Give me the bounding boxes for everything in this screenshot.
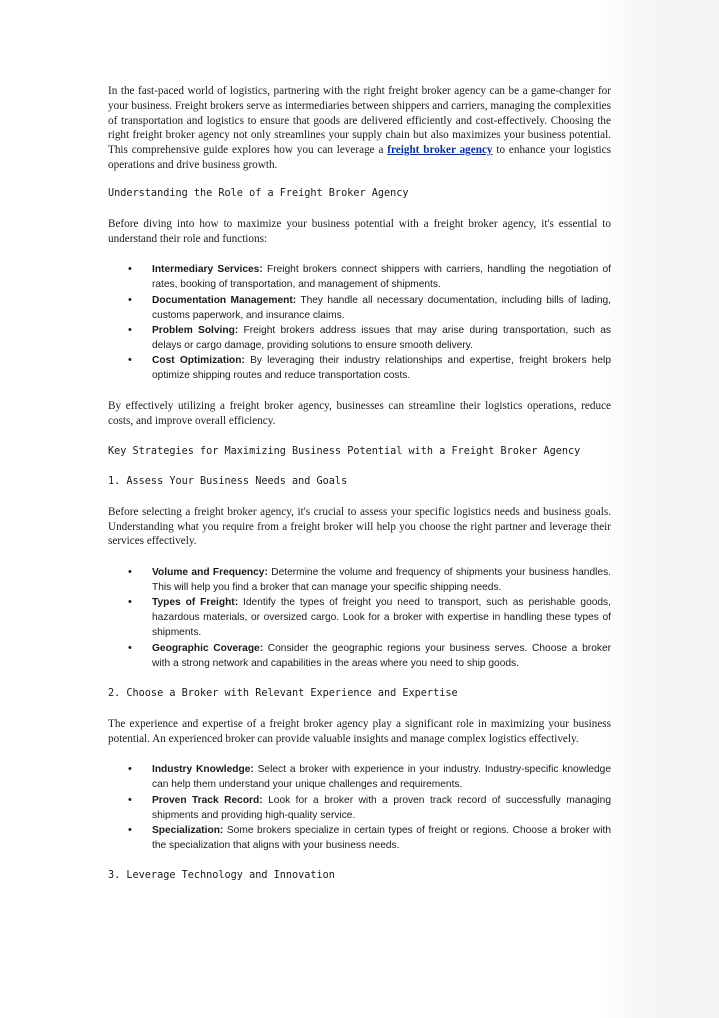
bullet-title: Cost Optimization:	[152, 354, 245, 366]
bullet-title: Problem Solving:	[152, 324, 239, 336]
role-closing-paragraph: By effectively utilizing a freight broker agency, businesses can streamline their logistics operations, reduce costs, and improve overall efficiency.	[108, 400, 611, 427]
bullet-icon: •	[128, 566, 132, 579]
bullet-text: Consider the geographic regions your business serves. Choose a broker with a strong network and capabilities in the areas where you need to ship goods.	[152, 642, 612, 669]
list-item	[128, 323, 611, 353]
experience-bullet-list	[108, 762, 611, 853]
list-item	[128, 293, 612, 323]
bullet-text: Freight brokers connect shippers with carriers, handling the negotiation of rates, booking of transportation, and management of shipments.	[152, 264, 611, 291]
list-item	[128, 641, 612, 671]
bullet-text: Freight brokers address issues that may arise during transportation, such as delays or cargo damage, providing solutions to ensure smooth delivery.	[152, 324, 611, 351]
bullet-icon: •	[128, 763, 132, 776]
role-paragraph: Before diving into how to maximize your business potential with a freight broker agency, it's essential to understand their role and functions:	[108, 217, 611, 245]
bullet-icon: •	[128, 293, 132, 306]
section-heading-experience: 2. Choose a Broker with Relevant Experience and Expertise	[108, 687, 458, 699]
bullet-title: Intermediary Services:	[152, 264, 263, 276]
role-bullet-list	[108, 262, 611, 383]
bullet-icon: •	[128, 793, 132, 806]
bullet-text: Some brokers specialize in certain types of freight or regions. Choose a broker with the specialization that aligns with your business needs.	[152, 824, 611, 851]
bullet-icon: •	[128, 323, 132, 336]
bullet-title: Geographic Coverage:	[152, 642, 264, 654]
bullet-title: Specialization:	[152, 824, 224, 836]
section-heading-strategies: Key Strategies for Maximizing Business Potential with a Freight Broker Agency	[108, 445, 581, 457]
section-heading-technology: 3. Leverage Technology and Innovation	[108, 869, 335, 881]
bullet-icon: •	[128, 823, 132, 836]
bullet-title: Documentation Management:	[152, 294, 297, 306]
bullet-text: Select a broker with experience in your industry. Industry-specific knowledge can help them understand your unique challenges and requirements.	[152, 764, 611, 791]
list-item	[128, 762, 611, 792]
bullet-title: Proven Track Record:	[152, 794, 263, 806]
bullet-text: By leveraging their industry relationships and expertise, freight brokers help optimize shipping routes and reduce transportation costs.	[152, 354, 611, 382]
bullet-text: Look for a broker with a proven track record of successfully managing shipments and providing high-quality service.	[152, 794, 612, 821]
bullet-title: Volume and Frequency:	[152, 567, 268, 579]
bullet-text: Determine the volume and frequency of shipments your business handles. This will help you find a broker that can manage your specific shipping needs.	[152, 567, 611, 594]
list-item	[128, 823, 611, 853]
bullet-text: Identify the types of freight you need to transport, such as perishable goods, hazardous materials, or oversized cargo. Look for a broker with expertise in handling these types of shipments.	[152, 597, 611, 639]
experience-paragraph: The experience and expertise of a freight broker agency play a significant role in maximizing your business potential. An experienced broker can provide valuable insights and manage complex logistics effectively.	[108, 717, 611, 745]
bullet-icon: •	[128, 353, 132, 366]
intro-text-end: to enhance your logistics operations and drive business growth.	[108, 144, 611, 171]
assess-paragraph: Before selecting a freight broker agency, it's crucial to assess your specific logistics needs and business goals. Understanding what you require from a freight broker will help you choose the right partner and leverage their services effectively.	[108, 505, 611, 548]
list-item	[128, 565, 611, 595]
freight-broker-agency-link[interactable]: freight broker agency	[387, 144, 493, 157]
list-item	[128, 353, 611, 383]
bullet-icon: •	[128, 596, 132, 609]
section-heading-role: Understanding the Role of a Freight Broker Agency	[108, 187, 409, 199]
intro-paragraph	[108, 84, 611, 173]
document-body	[108, 84, 611, 883]
bullet-title: Industry Knowledge:	[152, 764, 254, 776]
intro-text: In the fast-paced world of logistics, partnering with the right freight broker agency can be a game-changer for your business. Freight brokers serve as intermediaries between shippers and carriers, managing the complexities of transportation and logistics to ensure that goods are delivered efficiently and cost-effectively. Choosing the right freight broker agency not only streamlines your supply chain but also maximizes your business potential. This comprehensive guide explores how you can leverage a	[108, 85, 611, 157]
assess-bullet-list	[108, 565, 611, 671]
bullet-icon: •	[128, 263, 132, 276]
list-item	[128, 262, 611, 292]
list-item	[128, 793, 612, 823]
bullet-title: Types of Freight:	[152, 597, 239, 609]
bullet-icon: •	[128, 641, 132, 654]
section-heading-assess: 1. Assess Your Business Needs and Goals	[108, 475, 348, 487]
bullet-text: They handle all necessary documentation, including bills of lading, customs paperwork, and insurance claims.	[152, 294, 612, 321]
list-item	[128, 595, 611, 640]
